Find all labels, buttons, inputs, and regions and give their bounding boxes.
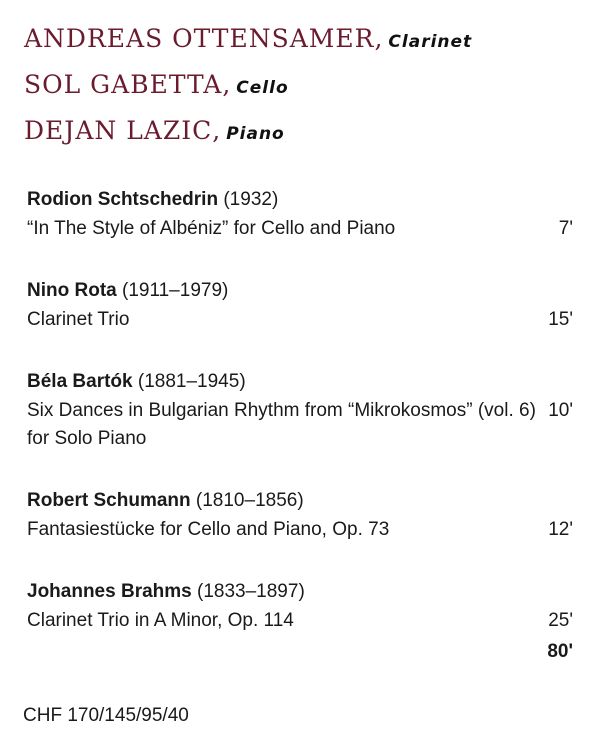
piece-line <box>27 516 573 544</box>
program-item <box>27 367 573 453</box>
piece-duration: 7' <box>558 218 573 239</box>
composer-years: (1881–1945) <box>137 371 246 392</box>
composer-name: Johannes Brahms <box>27 581 192 602</box>
piece-line <box>27 306 573 334</box>
composer-line <box>27 367 573 397</box>
piece-title: Clarinet Trio in A Minor, Op. 114 <box>27 610 294 631</box>
piece-title: Six Dances in Bulgarian Rhythm from “Mikrokosmos” (vol. 6) for Solo Piano <box>27 400 536 449</box>
performer-list <box>24 24 472 162</box>
composer-name: Rodion Schtschedrin <box>27 189 219 210</box>
performer-instrument: Piano <box>226 124 285 144</box>
composer-years: (1833–1897) <box>197 581 305 602</box>
piece-duration: 15' <box>548 309 573 330</box>
piece-duration: 25' <box>548 610 573 631</box>
piece-title: Fantasiestücke for Cello and Piano, Op. 73 <box>27 519 390 540</box>
program-item <box>27 185 573 243</box>
piece-line <box>27 607 573 635</box>
performer-row <box>24 70 472 116</box>
performer-row <box>24 24 472 70</box>
performer-name: DEJAN LAZIC <box>24 116 213 145</box>
composer-years: (1911–1979) <box>122 280 229 301</box>
program-item <box>27 486 573 544</box>
program-item <box>27 276 573 334</box>
composer-line <box>27 185 573 215</box>
composer-line <box>27 276 573 306</box>
composer-name: Béla Bartók <box>27 371 133 392</box>
composer-line <box>27 486 573 516</box>
composer-name: Nino Rota <box>27 280 117 301</box>
piece-line <box>27 215 573 243</box>
total-duration: 80' <box>547 641 573 662</box>
performer-row <box>24 116 472 162</box>
performer-separator: , <box>222 70 231 99</box>
performer-name: SOL GABETTA <box>24 70 223 99</box>
performer-instrument: Cello <box>236 78 289 98</box>
performer-name: ANDREAS OTTENSAMER <box>24 24 375 53</box>
composer-name: Robert Schumann <box>27 490 191 511</box>
piece-title: Clarinet Trio <box>27 309 130 330</box>
performer-separator: , <box>374 24 383 53</box>
piece-line <box>27 397 573 453</box>
composer-years: (1810–1856) <box>195 490 304 511</box>
piece-duration: 12' <box>548 519 573 540</box>
composer-years: (1932) <box>223 189 279 210</box>
performer-instrument: Clarinet <box>388 32 473 52</box>
piece-title: “In The Style of Albéniz” for Cello and Piano <box>27 218 396 239</box>
performer-separator: , <box>212 116 221 145</box>
ticket-price: CHF 170/145/95/40 <box>23 705 189 726</box>
piece-duration: 10' <box>548 400 573 421</box>
composer-line <box>27 577 573 607</box>
program-list <box>27 185 573 666</box>
program-item <box>27 577 573 635</box>
